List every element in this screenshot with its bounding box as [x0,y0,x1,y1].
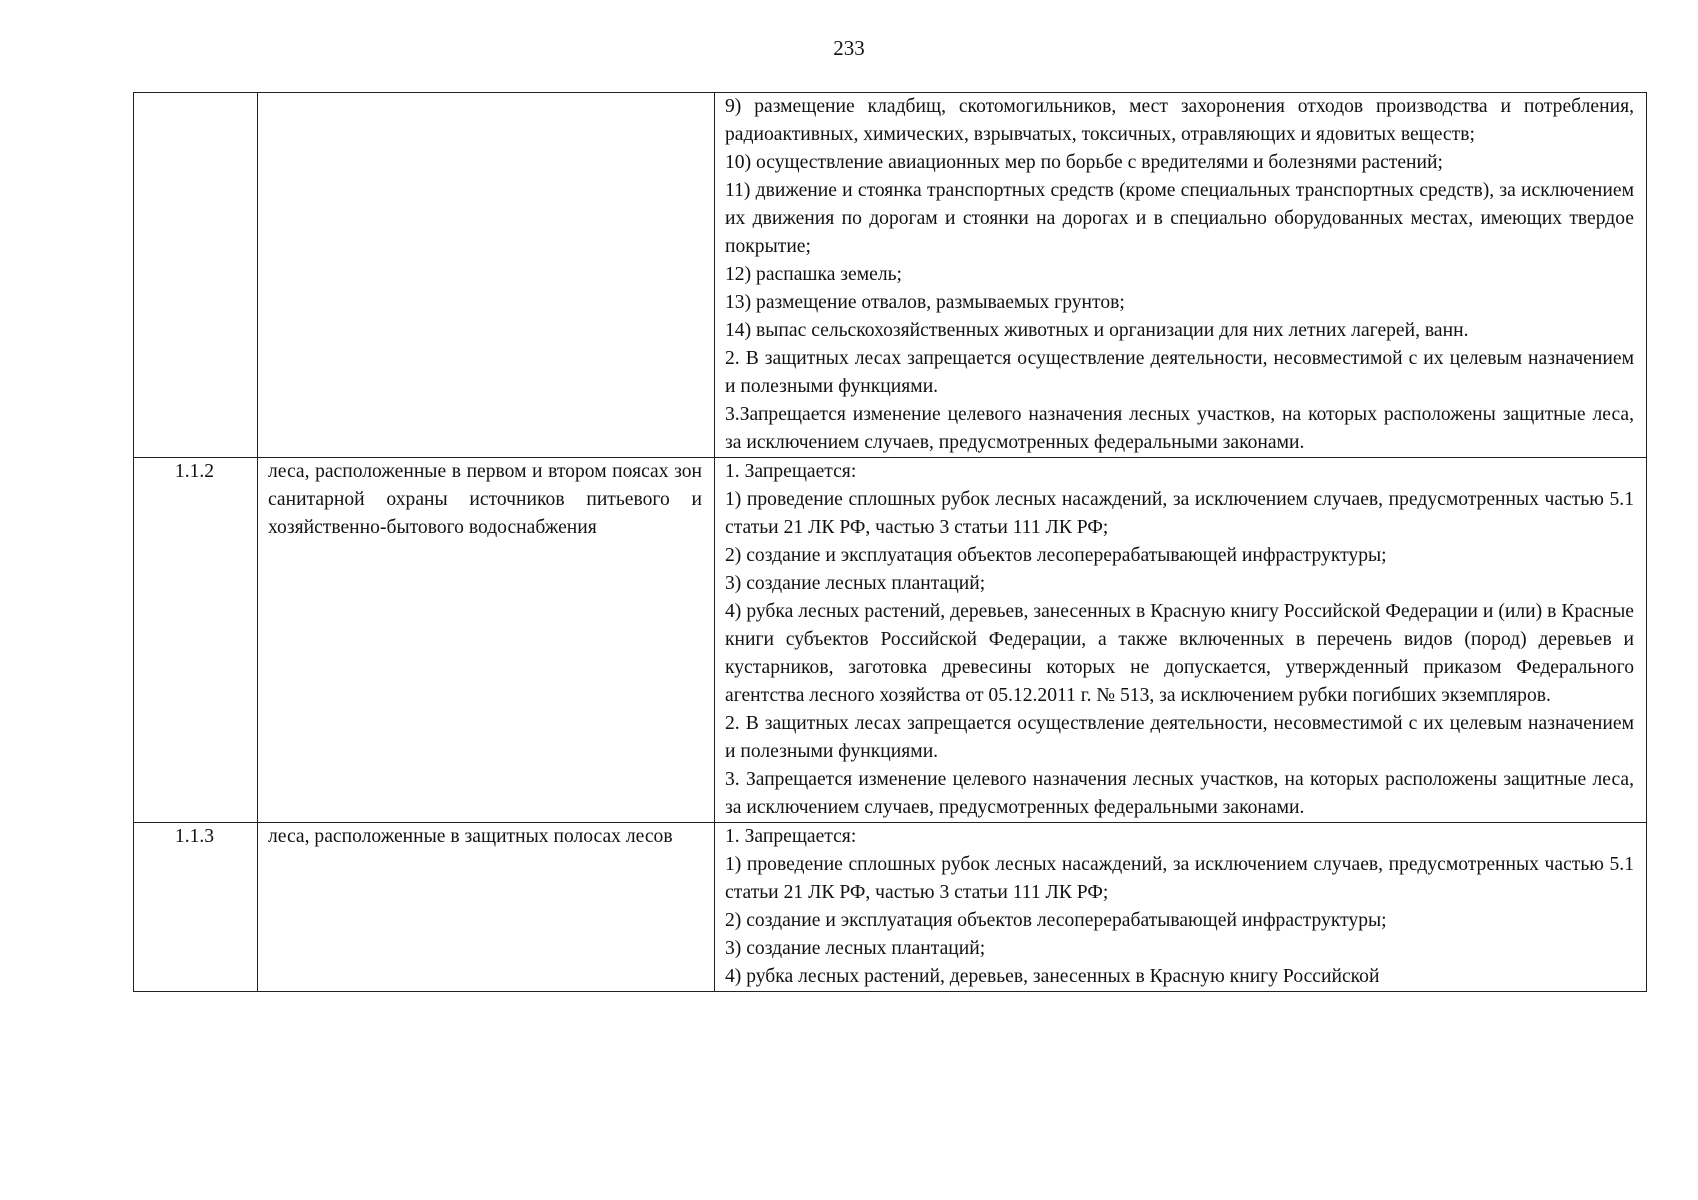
row-number-cell [134,823,258,992]
restriction-paragraph: 2. В защитных лесах запрещается осуществление деятельности, несовместимой с их целевым назначением и полезными функциями. [725,348,1634,397]
row-number: 1.1.2 [174,461,215,482]
table-row [134,93,1647,458]
restriction-paragraph: 3) создание лесных плантаций; [725,938,986,959]
restrictions-table [133,92,1647,992]
restriction-paragraph: 11) движение и стоянка транспортных средств (кроме специальных транспортных средств), за исключением их движения по дорогам и стоянки на дорогах и в специально оборудованных местах, имеющих твердое покрытие; [725,180,1634,257]
page-number: 233 [833,36,865,60]
restriction-paragraph: 1) проведение сплошных рубок лесных насаждений, за исключением случаев, предусмотренных частью 5.1 статьи 21 ЛК РФ, частью 3 статьи 111 ЛК РФ; [725,854,1634,903]
restrictions-cell [715,823,1647,992]
restriction-paragraph: 12) распашка земель; [725,264,902,285]
restriction-paragraph: 9) размещение кладбищ, скотомогильников, мест захоронения отходов производства и потребления, радиоактивных, химических, взрывчатых, токсичных, отравляющих и ядовитых веществ; [725,96,1634,145]
row-number: 1.1.3 [174,826,215,847]
restriction-paragraph: 3. Запрещается изменение целевого назначения лесных участков, на которых расположены защитные леса, за исключением случаев, предусмотренных федеральными законами. [725,769,1634,818]
restriction-paragraph: 3) создание лесных плантаций; [725,573,986,594]
restriction-paragraph: 10) осуществление авиационных мер по борьбе с вредителями и болезнями растений; [725,152,1443,173]
forest-category-cell [258,823,715,992]
forest-category-cell [258,93,715,458]
restriction-paragraph: 1. Запрещается: [725,826,857,847]
restriction-paragraph: 2. В защитных лесах запрещается осуществление деятельности, несовместимой с их целевым назначением и полезными функциями. [725,713,1634,762]
restriction-paragraph: 4) рубка лесных растений, деревьев, занесенных в Красную книгу Российской [725,966,1380,987]
table-row [134,823,1647,992]
restriction-paragraph: 2) создание и эксплуатация объектов лесоперерабатывающей инфраструктуры; [725,545,1387,566]
restriction-paragraph: 1) проведение сплошных рубок лесных насаждений, за исключением случаев, предусмотренных частью 5.1 статьи 21 ЛК РФ, частью 3 статьи 111 ЛК РФ; [725,489,1634,538]
forest-category-cell [258,458,715,823]
forest-category-text: леса, расположенные в первом и втором поясах зон санитарной охраны источников питьевого и хозяйственно-бытового водоснабжения [268,461,702,538]
restriction-paragraph: 14) выпас сельскохозяйственных животных и организации для них летних лагерей, ванн. [725,320,1469,341]
row-number-cell [134,93,258,458]
table-row [134,458,1647,823]
row-number-cell [134,458,258,823]
forest-category-text: леса, расположенные в защитных полосах лесов [268,826,673,847]
restriction-paragraph: 4) рубка лесных растений, деревьев, занесенных в Красную книгу Российской Федерации и (или) в Красные книги субъектов Российской Федерации, а также включенных в перечень видов (пород) деревьев и кустарников, заготовка древесины которых не допускается, утвержденный приказом Федерального агентства лесного хозяйства от 05.12.2011 г. № 513, за исключением рубки погибших экземпляров. [725,601,1634,706]
restriction-paragraph: 13) размещение отвалов, размываемых грунтов; [725,292,1125,313]
restriction-paragraph: 1. Запрещается: [725,461,857,482]
restriction-paragraph: 3.Запрещается изменение целевого назначения лесных участков, на которых расположены защитные леса, за исключением случаев, предусмотренных федеральными законами. [725,404,1634,453]
restriction-paragraph: 2) создание и эксплуатация объектов лесоперерабатывающей инфраструктуры; [725,910,1387,931]
restrictions-cell [715,93,1647,458]
restrictions-cell [715,458,1647,823]
